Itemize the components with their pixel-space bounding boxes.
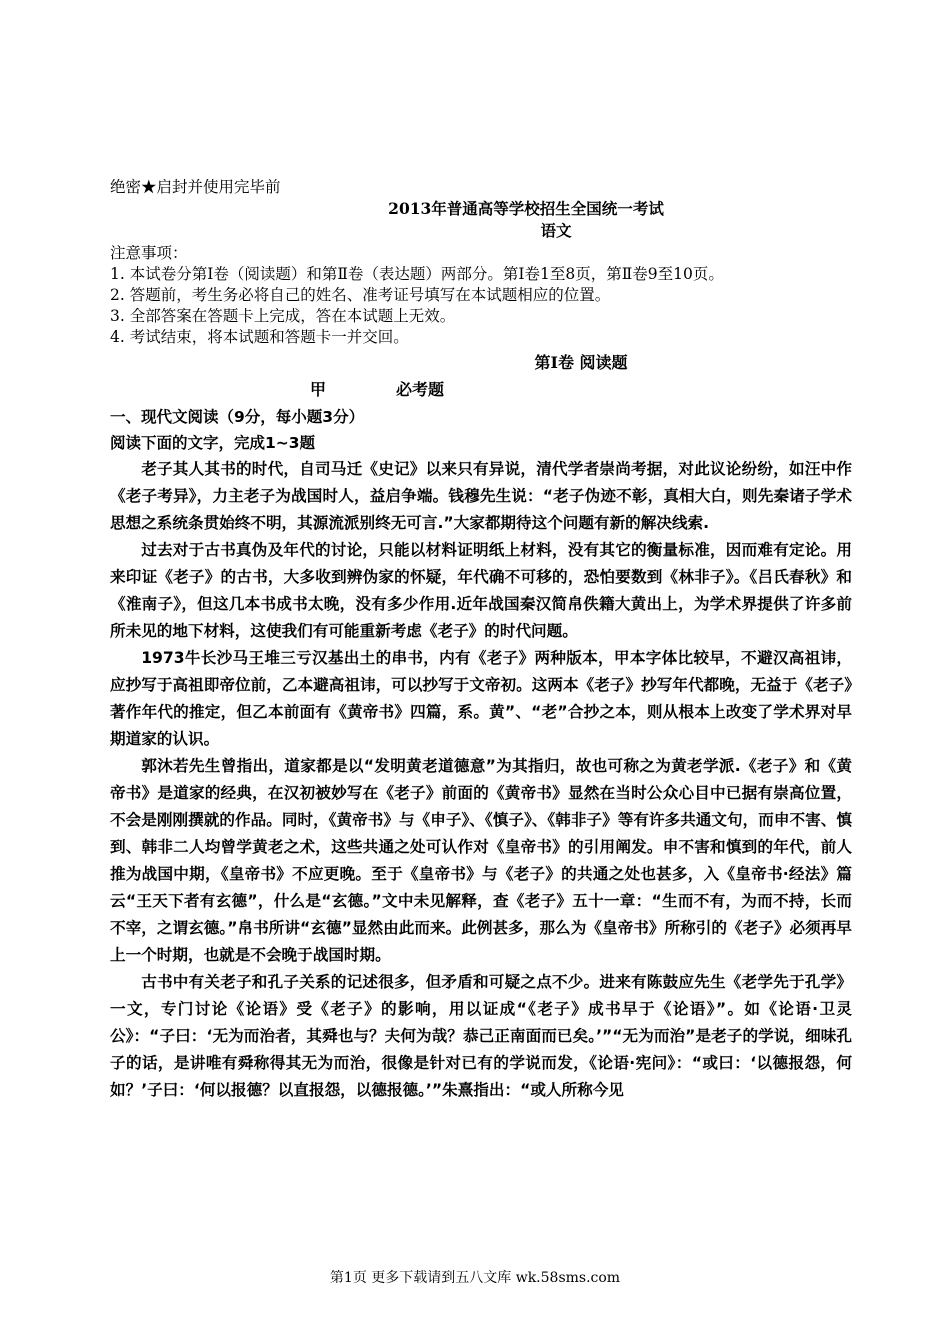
passage-paragraph: 老子其人其书的时代，自司马迁《史记》以来只有异说，清代学者崇尚考据，对此议论纷纷，如汪中作《老子考异》，力主老子为战国时人，益启争端。钱穆先生说：“老子伪迹不彰，真相大白，则先秦诸子学术思想之系统条贯始终不明，其源流派别终无可言.”大家都期待这个问题有新的解决线索. bbox=[110, 460, 852, 532]
volume-heading: 第Ⅰ卷 阅读题 bbox=[534, 353, 628, 372]
confidential-label: 绝密★启封并使用完毕前 bbox=[110, 178, 281, 196]
passage-paragraph: 古书中有关老子和孔子关系的记述很多，但矛盾和可疑之点不少。进来有陈鼓应先生《老学先于孔学》一文，专门讨论《论语》受《老子》的影响，用以证成“《老子》成书早于《论语》”。如《论语·卫灵公》：“子曰：‘无为而治者，其舜也与？夫何为哉？恭己正南面而已矣。’”“无为而治”是老子的学说，细味孔子的话，是讲唯有舜称得其无为而治，很像是针对已有的学说而发，《论语·宪问》：“或曰：‘以德报怨，何如？’子曰：‘何以报德？以直报怨，以德报德。’”朱熹指出：“或人所称今见 bbox=[110, 973, 852, 1099]
page-footer: 第1页 更多下载请到五八文库 wk.58sms.com bbox=[329, 1270, 621, 1286]
document-page bbox=[110, 176, 852, 1104]
reading-passage bbox=[110, 456, 852, 1104]
part-heading bbox=[110, 376, 852, 404]
part-label: 甲 bbox=[310, 380, 327, 399]
passage-paragraph: 郭沐若先生曾指出，道家都是以“发明黄老道德意”为其指归，故也可称之为黄老学派.《老子》和《黄帝书》是道家的经典，在汉初被妙写在《老子》前面的《黄帝书》显然在当时公众心目中已据有崇高位置，不会是刚刚撰就的作品。同时，《黄帝书》与《申子》、《慎子》、《韩非子》等有许多共通文句，而申不害、慎到、韩非二人均曾学黄老之术，这些共通之处可认作对《皇帝书》的引用阐发。申不害和慎到的年代，前人推为战国中期，《皇帝书》不应更晚。至于《皇帝书》与《老子》的共通之处也甚多，入《皇帝书·经法》篇云“王天下者有玄德”，什么是“玄德。”文中未见解释，查《老子》五十一章：“生而不有，为而不持，长而不宰，之谓玄德。”帛书所讲“玄德”显然由此而来。此例甚多，那么为《皇帝书》所称引的《老子》必须再早上一个时期，也就是不会晚于战国时期。 bbox=[110, 757, 852, 964]
subject-title: 语文 bbox=[540, 221, 572, 240]
exam-title: 2013年普通高等学校招生全国统一考试 bbox=[388, 199, 664, 218]
passage-paragraph: 过去对于古书真伪及年代的讨论，只能以材料证明纸上材料，没有其它的衡量标准，因而难有定论。用来印证《老子》的古书，大多收到辨伪家的怀疑，年代确不可移的，恐怕要数到《林非子》。《吕氏春秋》和《淮南子》，但这几本书成书太晚，没有多少作用.近年战国秦汉简帛佚籍大黄出上，为学术界提供了许多前所未见的地下材料，这使我们有可能重新考虑《老子》的时代问题。 bbox=[110, 541, 852, 640]
note-item: 3. 全部答案在答题卡上完成，答在本试题上无效。 bbox=[110, 307, 456, 325]
passage-paragraph: 1973牛长沙马王堆三亏汉基出土的串书，内有《老子》两种版本，甲本字体比较早，不避汉高祖讳，应抄写于高祖即帝位前，乙本避高祖讳，可以抄写于文帝初。这两本《老子》抄写年代都晚，无益于《老子》著作年代的推定，但乙本前面有《黄帝书》四篇，系。黄”、“老”合抄之本，则从根本上改变了学术界对早期道家的认识。 bbox=[110, 649, 852, 748]
section-instruction: 阅读下面的文字，完成1~3题 bbox=[110, 434, 316, 452]
notes-heading: 注意事项： bbox=[110, 244, 188, 262]
note-item: 2. 答题前，考生务必将自己的姓名、准考证号填写在本试题相应的位置。 bbox=[110, 286, 611, 304]
note-item: 1. 本试卷分第Ⅰ卷（阅读题）和第Ⅱ卷（表达题）两部分。第Ⅰ卷1至8页，第Ⅱ卷9至10页。 bbox=[110, 265, 724, 283]
section-title: 一、现代文阅读（9分，每小题3分） bbox=[110, 408, 365, 426]
part-type: 必考题 bbox=[396, 380, 445, 399]
note-item: 4. 考试结束，将本试题和答题卡一并交回。 bbox=[110, 328, 409, 346]
